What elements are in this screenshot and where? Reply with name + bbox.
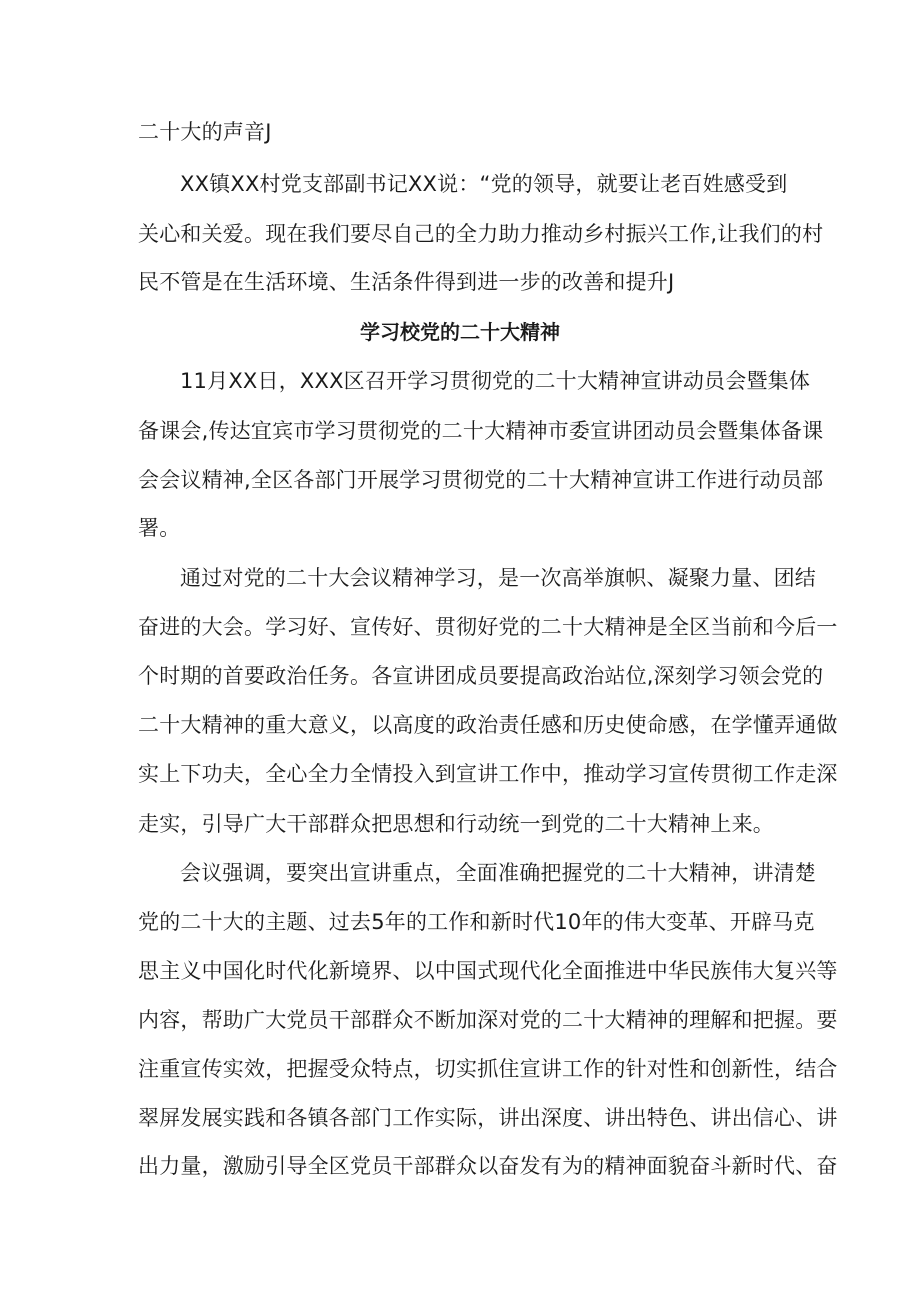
paragraph-line: 会议强调，要突出宣讲重点，全面准确把握党的二十大精神，讲清楚 xyxy=(180,861,816,885)
paragraph-line: 党的二十大的主题、过去5年的工作和新时代10年的伟大变革、开辟马克 xyxy=(138,910,815,934)
paragraph-line: 注重宣传实效，把握受众特点，切实抓住宣讲工作的针对性和创新性，结合 xyxy=(138,1057,838,1081)
paragraph-line: 出力量，激励引导全区党员干部群众以奋发有为的精神面貌奋斗新时代、奋 xyxy=(138,1154,838,1178)
paragraph-line: 关心和关爱。现在我们要尽自己的全力助力推动乡村振兴工作,让我们的村 xyxy=(138,222,824,246)
paragraph-line: 奋进的大会。学习好、宣传好、贯彻好党的二十大精神是全区当前和今后一 xyxy=(138,615,838,639)
paragraph-line: 二十大精神的重大意义，以高度的政治责任感和历史使命感，在学懂弄通做 xyxy=(138,713,838,737)
paragraph-line: 翠屏发展实践和各镇各部门工作实际，讲出深度、讲出特色、讲出信心、讲 xyxy=(138,1106,838,1130)
paragraph-line: XX镇XX村党支部副书记XX说：“党的领导，就要让老百姓感受到 xyxy=(180,172,788,196)
paragraph-line: 内容，帮助广大党员干部群众不断加深对党的二十大精神的理解和把握。要 xyxy=(138,1008,838,1032)
paragraph-line: 通过对党的二十大会议精神学习，是一次高举旗帜、凝聚力量、团结 xyxy=(180,566,816,590)
paragraph-line: 二十大的声音J xyxy=(138,120,272,144)
section-heading: 学习校党的二十大精神 xyxy=(360,320,560,344)
paragraph-line: 民不管是在生活环境、生活条件得到进一步的改善和提升J xyxy=(138,270,675,294)
paragraph-line: 走实，引导广大干部群众把思想和行动统一到党的二十大精神上来。 xyxy=(138,812,774,836)
paragraph-line: 11月XX日，XXX区召开学习贯彻党的二十大精神宣讲动员会暨集体 xyxy=(180,369,811,393)
paragraph-line: 署。 xyxy=(138,516,181,540)
paragraph-line: 个时期的首要政治任务。各宣讲团成员要提高政治站位,深刻学习领会党的 xyxy=(138,664,824,688)
paragraph-line: 思主义中国化时代化新境界、以中国式现代化全面推进中华民族伟大复兴等 xyxy=(138,959,838,983)
paragraph-line: 备课会,传达宜宾市学习贯彻党的二十大精神市委宣讲团动员会暨集体备课 xyxy=(138,419,824,443)
paragraph-line: 实上下功夫，全心全力全情投入到宣讲工作中，推动学习宣传贯彻工作走深 xyxy=(138,762,838,786)
paragraph-line: 会会议精神,全区各部门开展学习贯彻党的二十大精神宣讲工作进行动员部 xyxy=(138,468,824,492)
